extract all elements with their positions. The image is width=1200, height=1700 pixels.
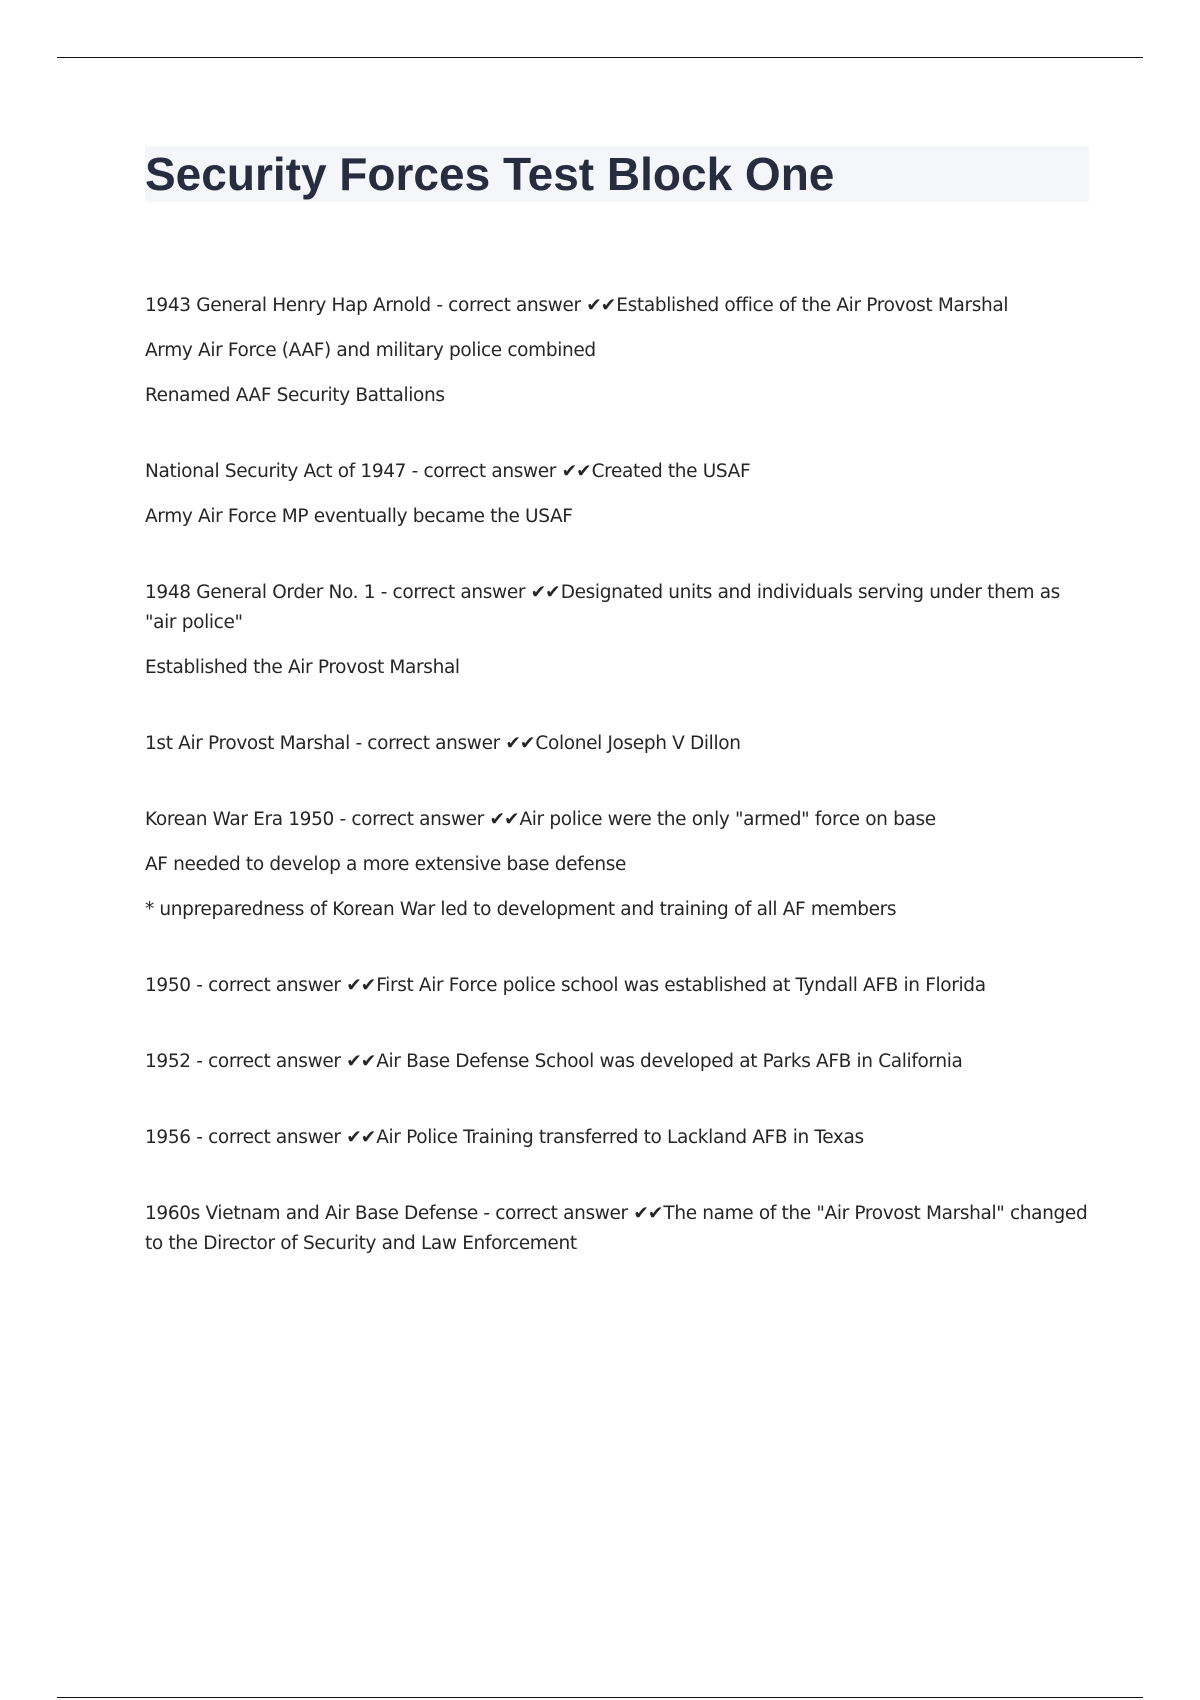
- question-text: 1952 - correct answer: [145, 1051, 347, 1072]
- answer-text: First Air Force police school was established at Tyndall AFB in Florida: [376, 975, 986, 996]
- qa-entry: [145, 457, 1089, 532]
- question-text: 1948 General Order No. 1 - correct answer: [145, 582, 531, 603]
- bottom-rule: [57, 1697, 1143, 1698]
- answer-detail-line: * unpreparedness of Korean War led to development and training of all AF members: [145, 899, 897, 920]
- check-icon: ✔✔: [489, 809, 519, 830]
- answer-text: Air police were the only "armed" force on base: [519, 809, 936, 830]
- qa-question-line: [145, 457, 1089, 487]
- check-icon: ✔✔: [346, 975, 376, 996]
- question-text: 1st Air Provost Marshal - correct answer: [145, 733, 506, 754]
- check-icon: ✔✔: [586, 295, 616, 316]
- check-icon: ✔✔: [505, 733, 535, 754]
- qa-entry: [145, 578, 1089, 683]
- qa-question-line: [145, 1199, 1089, 1259]
- qa-entry: [145, 729, 1089, 759]
- question-text: 1956 - correct answer: [145, 1127, 347, 1148]
- check-icon: ✔✔: [561, 461, 591, 482]
- answer-detail-line: Army Air Force (AAF) and military police combined: [145, 340, 596, 361]
- qa-entry: [145, 1199, 1089, 1259]
- qa-entry: [145, 971, 1089, 1001]
- answer-detail-line: Renamed AAF Security Battalions: [145, 385, 445, 406]
- qa-entry: [145, 805, 1089, 925]
- check-icon: ✔✔: [346, 1051, 376, 1072]
- qa-question-line: [145, 291, 1089, 321]
- page-title: Security Forces Test Block One: [145, 148, 835, 200]
- answer-text: Air Police Training transferred to Lackland AFB in Texas: [376, 1127, 864, 1148]
- question-text: Korean War Era 1950 - correct answer: [145, 809, 490, 830]
- question-text: 1943 General Henry Hap Arnold - correct answer: [145, 295, 587, 316]
- qa-question-line: [145, 805, 1089, 835]
- qa-question-line: [145, 729, 1089, 759]
- answer-text: The name of the "Air Provost Marshal" changed to the Director of Security and Law Enforcement: [145, 1203, 1088, 1254]
- qa-question-line: [145, 971, 1089, 1001]
- answer-text: Created the USAF: [591, 461, 751, 482]
- answer-detail-line: Army Air Force MP eventually became the USAF: [145, 506, 573, 527]
- check-icon: ✔✔: [530, 582, 560, 603]
- qa-list: [145, 291, 1089, 1305]
- qa-question-line: [145, 1047, 1089, 1077]
- answer-text: Air Base Defense School was developed at Parks AFB in California: [376, 1051, 963, 1072]
- qa-entry: [145, 1123, 1089, 1153]
- title-banner: [145, 146, 1089, 202]
- check-icon: ✔✔: [346, 1127, 376, 1148]
- question-text: 1960s Vietnam and Air Base Defense - correct answer: [145, 1203, 634, 1224]
- answer-text: Colonel Joseph V Dillon: [535, 733, 741, 754]
- answer-detail-line: Established the Air Provost Marshal: [145, 657, 460, 678]
- qa-question-line: [145, 578, 1089, 638]
- answer-text: Designated units and individuals serving under them as "air police": [145, 582, 1060, 633]
- answer-text: Established office of the Air Provost Marshal: [616, 295, 1009, 316]
- question-text: National Security Act of 1947 - correct answer: [145, 461, 562, 482]
- qa-question-line: [145, 1123, 1089, 1153]
- answer-detail-line: AF needed to develop a more extensive base defense: [145, 854, 627, 875]
- qa-entry: [145, 1047, 1089, 1077]
- check-icon: ✔✔: [633, 1203, 663, 1224]
- question-text: 1950 - correct answer: [145, 975, 347, 996]
- qa-entry: [145, 291, 1089, 411]
- top-rule: [57, 57, 1143, 58]
